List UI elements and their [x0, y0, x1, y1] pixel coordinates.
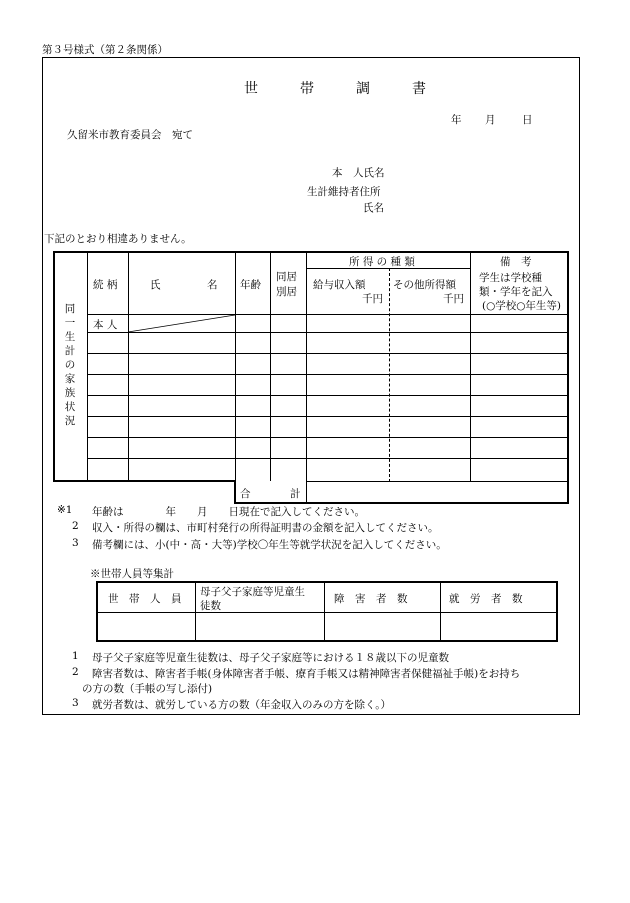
diagonal-slash: [128, 314, 236, 333]
summary-note-text: の方の数（手帳の写し添付): [82, 683, 213, 695]
date-day: 日: [522, 114, 533, 126]
declaration: 下記のとおり相違ありません。: [44, 233, 192, 245]
summary-note-text: 母子父子家庭等児童生徒数は、母子父子家庭等における１８歳以下の児童数: [92, 652, 449, 664]
note-text: 年齢は 年 月 日現在で記入してください。: [92, 506, 365, 518]
date-year: 年: [451, 114, 462, 126]
summary-col-single-parent-2: 徒数: [200, 600, 221, 612]
summary-note-mark: 1: [72, 650, 79, 662]
remarks-note-2: 類・学年を記入: [479, 286, 553, 298]
col-other: その他所得額: [393, 279, 456, 291]
col-relation: 続 柄: [93, 279, 118, 291]
summary-heading: ※世帯人員等集計: [90, 568, 174, 580]
income-header: 所 得 の 種 類: [349, 256, 415, 268]
applicant-name2-label: 氏名: [363, 202, 384, 214]
note-text: 備考欄には、小(中・高・大等)学校〇年生等就学状況を記入してください。: [92, 539, 447, 551]
remarks-header: 備 考: [500, 256, 532, 268]
summary-note-text: 障害者数は、障害者手帳(身体障害者手帳、療育手帳又は精神障害者保健福祉手帳)をお持ち: [92, 668, 521, 680]
summary-col-members: 世 帯 人 員: [108, 593, 182, 605]
side-label: 同 一 生 計 の 家 族 状 況: [64, 303, 76, 427]
summary-col-single-parent-1: 母子父子家庭等児童生: [200, 586, 305, 598]
form-frame: [42, 57, 580, 715]
col-name-2: 名: [207, 279, 218, 291]
summary-note-mark: 2: [72, 666, 79, 678]
addressee: 久留米市教育委員会 宛て: [67, 129, 193, 141]
col-salary: 給与収入額: [313, 279, 366, 291]
col-living-2: 別居: [276, 286, 297, 298]
note-mark: 3: [72, 537, 79, 549]
date-month: 月: [485, 114, 496, 126]
col-other-unit: 千円: [443, 293, 464, 305]
note-mark: 2: [72, 520, 79, 532]
summary-col-workers: 就 労 者 数: [449, 593, 523, 605]
col-living-1: 同居: [276, 271, 297, 283]
total-label-1: 合: [240, 488, 251, 500]
page-title: 世 帯 調 書: [244, 81, 440, 97]
remarks-note-3: (○学校○年生等): [482, 300, 562, 312]
first-row-relation: 本 人: [93, 319, 118, 331]
note-mark: ※1: [57, 504, 73, 516]
form-label: 第３号様式（第２条関係）: [42, 44, 168, 56]
summary-note-text: 就労者数は、就労している方の数（年金収入のみの方を除く。）: [92, 699, 392, 711]
total-label-2: 計: [290, 488, 301, 500]
summary-col-disabled: 障 害 者 数: [334, 593, 408, 605]
remarks-note-1: 学生は学校種: [479, 272, 542, 284]
col-salary-unit: 千円: [362, 293, 383, 305]
applicant-name-label: 本 人氏名: [332, 167, 385, 179]
note-text: 収入・所得の欄は、市町村発行の所得証明書の金額を記入してください。: [92, 522, 439, 534]
col-age: 年齢: [240, 279, 261, 291]
summary-note-mark: 3: [72, 697, 79, 709]
applicant-address-label: 生計維持者住所: [307, 186, 381, 198]
col-name-1: 氏: [150, 279, 161, 291]
